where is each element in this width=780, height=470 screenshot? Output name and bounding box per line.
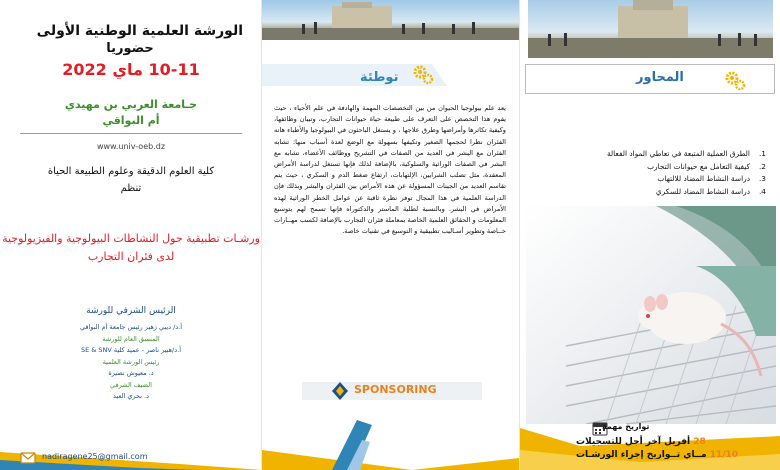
campus-photo: [262, 0, 519, 40]
axes-list: [536, 148, 766, 198]
intro-title: توطئة: [360, 70, 399, 85]
committee-item: الضيف الشرفي: [110, 380, 152, 389]
campus-photo-right: [528, 0, 773, 58]
university-city: أم البواقي: [102, 114, 160, 127]
sponsor-logo-icon: [330, 381, 350, 401]
bottom-decoration: [0, 430, 262, 470]
committee-item: أ.د/هبير ناصر - عميد كلية SE & SNV: [80, 346, 182, 354]
divider: [20, 133, 242, 134]
intro-text: يعد علم بيولوجيا الحيوان من بين التخصصات المهمة والهادفة في علم الأحياء ، حيث يقوم هذا التخصص على التعرف على طبيعة حياة حيوانات التجارب، وتبيان وظائفها، وكيفية تكاثرها وأمراضها وطرق علاجها ، و يستغل الباحثون في البيولوجيا والأطباء هاته الفئران نظرا لحجمها الصغير وتكيفها بسهولة مع الوضع لعدة أسباب منها: تشابه الفئران مع البشر في العديد من الصفات في التشريح ووظائف الأعضاء، تشابه مع البشر في الصفات الوراثية والسلوكية، بالإضافة لذلك فإنها تستغل لدراسة الأمراض المعقدة، مثل تصلب الشرايين، الإلتهابات، ارتفاع ضغط الدم و السكري ، حيث يتم تقاسم العديد من الجينات المسؤولة عن هذه الأمراض بين الفئران والبشر وبذلك فإن الدراسة العلمية في هذا المجال توفر نظرة ثاقبة عن عوامل الخطر الوراثية لهذه الأمراض في البشر. وبالنسبة لطلبة الماستر والدكتوراه فإنها تسمح لهم بتوسيع المعلومات و الحقائق العلمية الخاصة بمعاملة فئران التجارب بالإضافة لكسب مهــارات خــاصة وتطوير أسـاليب تطبيقية و التوسيع في تقنيات خاصة.: [274, 104, 506, 236]
workshop-date: 10-11 ماي 2022: [62, 60, 200, 79]
gear-icon: [724, 70, 746, 92]
committee-item: رئيس الورشة العلمية: [102, 357, 160, 366]
workshop-days: 11/10: [709, 450, 739, 460]
axis-item: 3. دراسة النشاط المضاد للالتهاب: [657, 174, 766, 183]
important-dates-title: تواريخ مهمة: [602, 422, 650, 431]
committee-item: المنسق العام للورشة: [102, 334, 160, 343]
workshop-subject: ورشـات تطبيقية حول النشاطات البيولوجية والفيزيولوجية: [2, 232, 260, 245]
university-name: جـامعة العربي بن مهيدي: [64, 98, 198, 111]
contact-email[interactable]: nadiragene25@gmail.com: [42, 452, 148, 461]
axis-item: 4. دراسة النشاط المضاد للسكري: [655, 186, 766, 196]
committee-list: [0, 322, 262, 403]
workshop-dates-label: تــواريخ إجراء الورشـات: [576, 450, 681, 460]
middle-bottom-decoration: [262, 400, 519, 470]
sponsoring-label: SPONSORING: [354, 383, 437, 396]
workshop-dates-row: [576, 450, 738, 460]
organizes-label: تنظم: [120, 183, 142, 194]
committee-item: د. بحري العيد: [112, 392, 150, 400]
workshop-month: مــاي: [683, 450, 707, 460]
email-icon: [20, 450, 36, 464]
website-link[interactable]: www.univ-oeb.dz: [96, 142, 166, 151]
deadline-label: آخر أجل للتسجيلات: [576, 437, 661, 447]
right-panel: [519, 0, 780, 470]
lab-mouse-image: [526, 206, 776, 424]
deadline-month: أفريل: [664, 437, 691, 447]
campus-building-image: [528, 0, 773, 58]
attendance-mode: حضوريا: [106, 41, 154, 56]
lab-mouse-photo: [526, 206, 776, 424]
axis-item: 1. الطرق العملية المتبعة في تعاطي المواد الفعالة: [606, 149, 766, 158]
committee-item: أ.د/ ديبي زهير رئيس جامعة أم البواقي: [79, 323, 183, 331]
deadline-day: 28: [693, 437, 706, 447]
honorary-president-label: الرئيس الشرفي للورشة: [86, 306, 176, 316]
axis-item: 2. كيفية التعامل مع حيوانات التجارب: [647, 161, 766, 171]
faculty-name: كلية العلوم الدقيقة وعلوم الطبيعة الحياة: [47, 166, 215, 177]
workshop-subject-line2: لدى فئران التجارب: [87, 250, 175, 263]
campus-building-image: [262, 0, 519, 40]
gear-icon: [412, 64, 434, 86]
middle-panel: [262, 0, 519, 470]
deadline-row: [576, 437, 706, 447]
axes-title: المحاور: [636, 70, 684, 85]
left-panel: [0, 0, 262, 470]
committee-item: د. معيوش نصيرة: [108, 369, 154, 377]
workshop-title: الورشة العلمية الوطنية الأولى: [36, 23, 243, 39]
